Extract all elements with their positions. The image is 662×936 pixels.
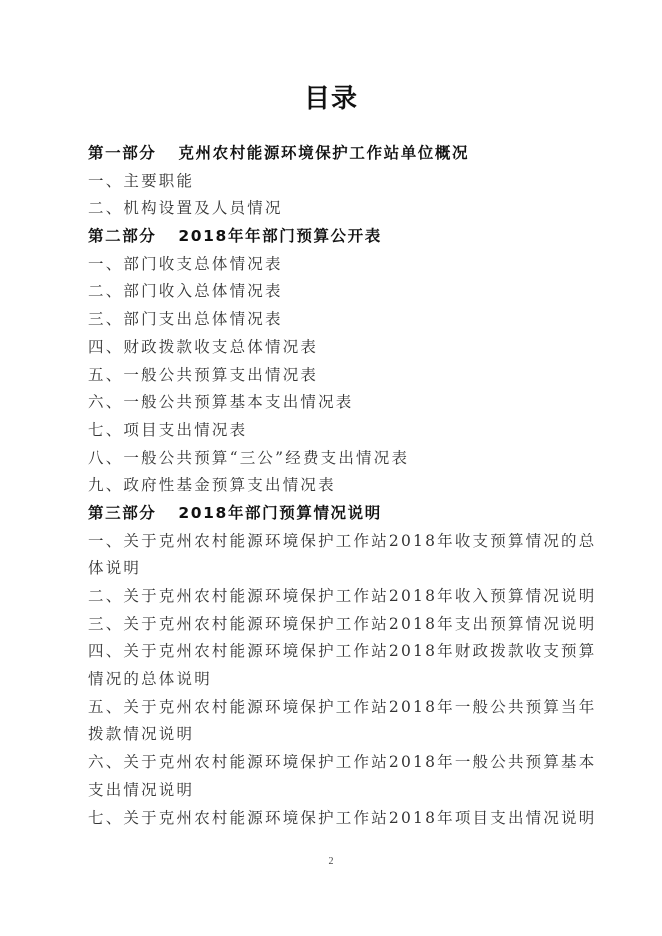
part-label: 第三部分 bbox=[88, 503, 157, 522]
part-title: 克州农村能源环境保护工作站单位概况 bbox=[178, 144, 470, 162]
toc-item[interactable]: 一、主要职能 bbox=[88, 171, 195, 190]
page-number: 2 bbox=[328, 856, 334, 867]
toc-item[interactable]: 三、部门支出总体情况表 bbox=[88, 310, 283, 329]
toc-item[interactable]: 九、政府性基金预算支出情况表 bbox=[88, 476, 336, 495]
toc-item[interactable]: 四、财政拨款收支总体情况表 bbox=[88, 337, 319, 356]
part-title: 2018年年部门预算公开表 bbox=[178, 227, 382, 246]
part-title: 2018年部门预算情况说明 bbox=[178, 503, 382, 522]
toc-item[interactable]: 六、关于克州农村能源环境保护工作站2018年一般公共预算基本 bbox=[88, 753, 597, 772]
toc-item[interactable]: 一、部门收支总体情况表 bbox=[88, 254, 283, 273]
toc-part-1[interactable] bbox=[88, 140, 598, 168]
toc-item[interactable]: 四、关于克州农村能源环境保护工作站2018年财政拨款收支预算 bbox=[88, 642, 597, 661]
toc-item-continuation[interactable]: 情况的总体说明 bbox=[88, 670, 212, 689]
toc-part-3[interactable] bbox=[88, 500, 598, 528]
toc-item[interactable]: 八、一般公共预算“三公”经费支出情况表 bbox=[88, 448, 410, 467]
toc-item-continuation[interactable]: 支出情况说明 bbox=[88, 780, 195, 799]
toc-item[interactable]: 二、部门收入总体情况表 bbox=[88, 282, 283, 301]
toc-part-2[interactable] bbox=[88, 223, 598, 251]
toc-item[interactable]: 二、机构设置及人员情况 bbox=[88, 199, 283, 218]
table-of-contents bbox=[88, 140, 598, 832]
toc-item-continuation[interactable]: 体说明 bbox=[88, 559, 142, 578]
toc-item[interactable]: 七、项目支出情况表 bbox=[88, 420, 248, 439]
toc-item[interactable]: 七、关于克州农村能源环境保护工作站2018年项目支出情况说明 bbox=[88, 808, 597, 827]
toc-item[interactable]: 一、关于克州农村能源环境保护工作站2018年收支预算情况的总 bbox=[88, 531, 597, 550]
part-label: 第二部分 bbox=[88, 227, 157, 246]
page-title: 目录 bbox=[303, 84, 358, 114]
toc-item-continuation[interactable]: 拨款情况说明 bbox=[88, 725, 195, 744]
toc-item[interactable]: 六、一般公共预算基本支出情况表 bbox=[88, 393, 354, 412]
toc-item[interactable]: 二、关于克州农村能源环境保护工作站2018年收入预算情况说明 bbox=[88, 587, 597, 605]
toc-item[interactable]: 五、关于克州农村能源环境保护工作站2018年一般公共预算当年 bbox=[88, 697, 597, 716]
toc-item[interactable]: 三、关于克州农村能源环境保护工作站2018年支出预算情况说明 bbox=[88, 614, 597, 633]
toc-item[interactable]: 五、一般公共预算支出情况表 bbox=[88, 365, 319, 384]
part-label: 第一部分 bbox=[88, 144, 157, 162]
